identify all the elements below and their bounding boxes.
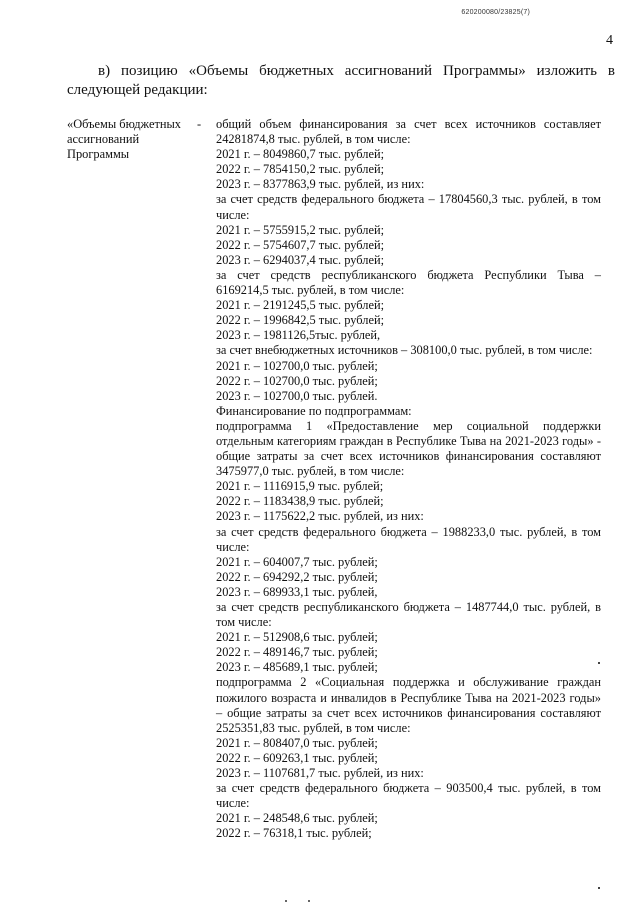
content-line: 2023 г. – 485689,1 тыс. рублей; bbox=[216, 660, 378, 675]
content-paragraph: за счет средств федерального бюджета – 903500,4 тыс. рублей, в том числе: bbox=[216, 781, 601, 811]
content-line: 2023 г. – 1107681,7 тыс. рублей, из них: bbox=[216, 766, 424, 781]
scan-speck bbox=[598, 887, 600, 889]
content-line: 2023 г. – 689933,1 тыс. рублей, bbox=[216, 584, 378, 599]
content-line: 2021 г. – 512908,6 тыс. рублей; bbox=[216, 630, 378, 645]
content-line: Финансирование по подпрограммам: bbox=[216, 403, 412, 418]
content-line: 2023 г. – 8377863,9 тыс. рублей, из них: bbox=[216, 177, 425, 192]
content-line: 2022 г. – 489146,7 тыс. рублей; bbox=[216, 645, 378, 660]
content-line: 2021 г. – 1116915,9 тыс. рублей; bbox=[216, 479, 384, 494]
document-code: 620200080/23825(7) bbox=[461, 9, 530, 16]
content-paragraph: подпрограмма 1 «Предоставление мер социальной поддержки отдельным категориям граждан в Республике Тыва на 2021-2023 годы» - общие затраты за счет всех источников финансирования составляют 3475977,0 тыс. рублей, в том числе: bbox=[216, 418, 601, 479]
content-line: 2022 г. – 102700,0 тыс. рублей; bbox=[216, 373, 378, 388]
scan-speck bbox=[598, 662, 600, 664]
page-number: 4 bbox=[606, 33, 613, 48]
content-paragraph: за счет средств республиканского бюджета – 1487744,0 тыс. рублей, в том числе: bbox=[216, 600, 601, 630]
content-line: 2023 г. – 102700,0 тыс. рублей. bbox=[216, 388, 378, 403]
content-line: 2022 г. – 7854150,2 тыс. рублей; bbox=[216, 162, 385, 177]
content-line: 2022 г. – 5754607,7 тыс. рублей; bbox=[216, 237, 385, 252]
content-line: 2021 г. – 8049860,7 тыс. рублей; bbox=[216, 147, 385, 162]
intro-paragraph: в) позицию «Объемы бюджетных ассигнований Программы» изложить в следующей редакции: bbox=[67, 63, 615, 98]
content-paragraph: за счет средств федерального бюджета – 17804560,3 тыс. рублей, в том числе: bbox=[216, 192, 601, 222]
position-content bbox=[216, 117, 601, 842]
scan-speck bbox=[308, 900, 310, 902]
content-line: 2021 г. – 248548,6 тыс. рублей; bbox=[216, 811, 378, 826]
content-line: 2023 г. – 1981126,5тыс. рублей, bbox=[216, 328, 381, 343]
content-line: 2021 г. – 2191245,5 тыс. рублей; bbox=[216, 298, 385, 313]
content-line: 2023 г. – 1175622,2 тыс. рублей, из них: bbox=[216, 509, 424, 524]
content-paragraph: за счет внебюджетных источников – 308100,0 тыс. рублей, в том числе: bbox=[216, 343, 593, 358]
content-line: 2022 г. – 609263,1 тыс. рублей; bbox=[216, 750, 378, 765]
content-line: 2021 г. – 604007,7 тыс. рублей; bbox=[216, 554, 378, 569]
content-line: 2022 г. – 1183438,9 тыс. рублей; bbox=[216, 494, 384, 509]
content-line: 2021 г. – 102700,0 тыс. рублей; bbox=[216, 358, 378, 373]
content-line: 2022 г. – 694292,2 тыс. рублей; bbox=[216, 569, 378, 584]
content-paragraph: общий объем финансирования за счет всех источников составляет 24281874,8 тыс. рублей, в том числе: bbox=[216, 117, 601, 147]
content-paragraph: подпрограмма 2 «Социальная поддержка и обслуживание граждан пожилого возраста и инвалидов в Республике Тыва на 2021-2023 годы» – общие затраты за счет всех источников финансирования составляют 2525351,83 тыс. рублей, в том числе: bbox=[216, 675, 601, 735]
content-line: 2022 г. – 76318,1 тыс. рублей; bbox=[216, 826, 372, 841]
content-paragraph: за счет средств республиканского бюджета Республики Тыва – 6169214,5 тыс. рублей, в том числе: bbox=[216, 267, 601, 298]
scan-speck bbox=[285, 900, 287, 902]
content-line: 2021 г. – 808407,0 тыс. рублей; bbox=[216, 735, 378, 750]
position-dash: - bbox=[197, 117, 202, 131]
content-line: 2022 г. – 1996842,5 тыс. рублей; bbox=[216, 313, 385, 328]
content-line: 2023 г. – 6294037,4 тыс. рублей; bbox=[216, 252, 385, 267]
content-line: 2021 г. – 5755915,2 тыс. рублей; bbox=[216, 222, 385, 237]
content-paragraph: за счет средств федерального бюджета – 1988233,0 тыс. рублей, в том числе: bbox=[216, 524, 601, 554]
position-label: «Объемы бюджетных ассигнований Программы bbox=[67, 117, 182, 162]
